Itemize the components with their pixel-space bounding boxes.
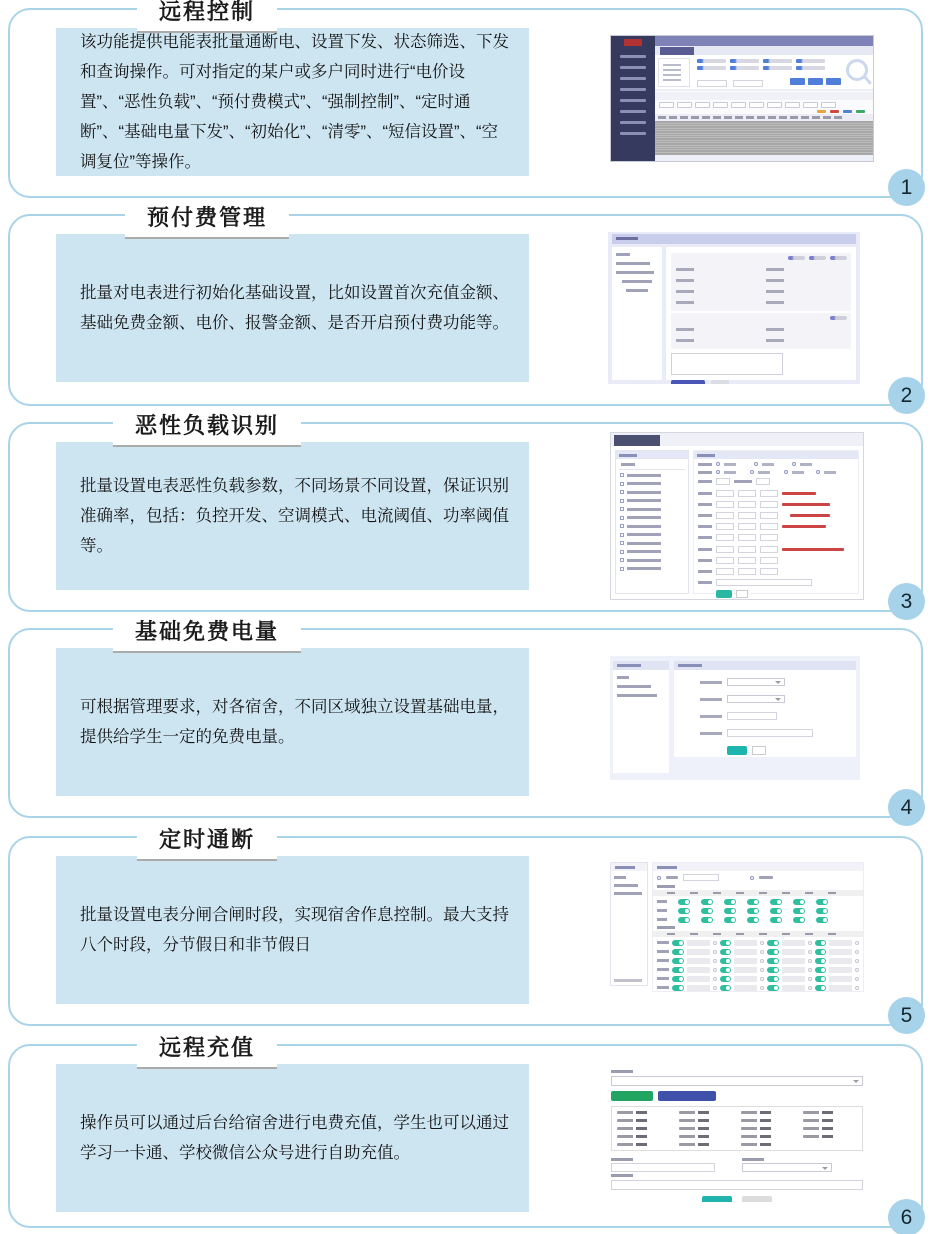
screenshot-prepaid-form (608, 232, 860, 384)
description-box (56, 856, 529, 1004)
mini-info-panel (611, 1106, 863, 1151)
card-title-text: 基础免费电量 (113, 613, 301, 653)
mini-scrollbar (614, 979, 642, 982)
mini-group-2 (671, 313, 851, 349)
feature-card-recharge (8, 1035, 923, 1229)
mini-section-strip (655, 92, 873, 100)
mini-table-body (655, 121, 873, 155)
mini-group-1 (671, 253, 851, 311)
card-title-text: 恶性负载识别 (113, 407, 301, 447)
mini-toggle-panel (652, 862, 864, 992)
mini-textarea (671, 353, 783, 375)
mini-form-panel (693, 450, 859, 594)
screenshot-load-params-form (610, 432, 864, 600)
mini-submit-button (671, 380, 705, 384)
screenshot-base-energy-form (610, 656, 860, 780)
mini-confirm-button (727, 746, 747, 755)
feature-card-timer (8, 827, 923, 1027)
mini-toggle (678, 917, 690, 923)
mini-table-header (655, 114, 873, 121)
card-title-text: 远程充值 (137, 1029, 277, 1069)
mini-tabbar (655, 46, 873, 55)
description-box (56, 1064, 529, 1212)
feature-card-remote-control (8, 0, 923, 199)
mini-action-buttons (790, 78, 841, 85)
mini-menu (620, 55, 646, 135)
mini-active-tab (614, 435, 660, 446)
mini-cancel-button (711, 380, 729, 384)
description-text: 该功能提供电能表批量通断电、设置下发、状态筛选、下发和查询操作。可对指定的某户或多户同时进行“电价设置”、“恶性负载”、“预付费模式”、“强制控制”、“定时通断”、“基础电量下发”、“初始化”、“清零”、“短信设置”、“空调复位”等操作。 (80, 33, 509, 171)
mini-recharge-button (702, 1196, 732, 1202)
description-text: 批量对电表进行初始化基础设置，比如设置首次充值金额、基础免费金额、电价、报警金额、是否开启预付费功能等。 (80, 284, 509, 332)
description-text: 可根据管理要求，对各宿舍，不同区域独立设置基础电量，提供给学生一定的免费电量。 (80, 698, 509, 746)
mini-checkbox-options (697, 59, 829, 70)
mini-amount-input (611, 1163, 715, 1172)
card-title (102, 821, 312, 861)
card-title (102, 613, 312, 653)
mini-toggle (678, 908, 690, 914)
mini-refresh-button (611, 1091, 653, 1101)
mini-tree (658, 58, 690, 87)
mini-room-select (611, 1076, 863, 1086)
mini-tree (612, 247, 662, 380)
mini-radio-row (788, 256, 847, 260)
mini-form (666, 247, 856, 380)
mini-input (727, 712, 777, 720)
mini-tabbar (611, 433, 863, 446)
card-title (102, 407, 312, 447)
mini-tree-panel (610, 862, 648, 986)
description-text: 批量设置电表分闸合闸时段，实现宿舍作息控制。最大支持八个时段，分节假日和非节假日 (80, 906, 509, 954)
mini-query-button (658, 1091, 716, 1101)
number-badge: 3 (888, 583, 925, 620)
mini-paytype-select (742, 1163, 832, 1172)
card-title-text: 预付费管理 (125, 199, 289, 239)
card-title-text: 远程控制 (137, 0, 277, 33)
card-title (102, 1029, 312, 1069)
number-badge: 2 (888, 377, 925, 414)
number-badge: 5 (888, 997, 925, 1034)
mini-toggle (678, 899, 690, 905)
description-box (56, 648, 529, 796)
card-title-text: 定时通断 (137, 821, 277, 861)
mini-header (612, 234, 856, 244)
mini-tree-panel (615, 450, 689, 594)
mini-topbar (655, 36, 873, 46)
mini-main (655, 36, 873, 161)
mini-cancel-button (736, 590, 748, 598)
mini-footer (655, 155, 873, 161)
description-text: 批量设置电表恶性负载参数，不同场景不同设置，保证识别准确率，包括：负控开发、空调模式、电流阈值、功率阈值等。 (80, 477, 509, 555)
mini-input (727, 729, 813, 737)
mini-inputs (697, 80, 763, 87)
mini-toggle-grid-a (653, 896, 863, 925)
feature-card-load-detect (8, 413, 923, 613)
screenshot-recharge-form (608, 1066, 866, 1202)
description-box (56, 234, 529, 382)
feature-card-prepaid (8, 205, 923, 407)
number-badge: 1 (888, 169, 925, 206)
mini-cancel-button (742, 1196, 772, 1202)
feature-card-free-energy (8, 619, 923, 819)
mini-radio-row (830, 316, 847, 320)
screenshot-remote-control-console (610, 35, 874, 162)
mini-tree-panel (613, 661, 669, 773)
mini-sidebar (611, 36, 655, 161)
card-title (102, 0, 312, 33)
mini-button-row (655, 100, 873, 109)
number-badge: 4 (888, 789, 925, 826)
mini-form-panel (674, 661, 856, 757)
mini-select (727, 695, 785, 703)
number-badge: 6 (888, 1199, 925, 1234)
mini-date-input (683, 874, 719, 881)
mini-select (727, 678, 785, 686)
mini-confirm-button (716, 590, 732, 598)
description-box (56, 442, 529, 590)
mini-cancel-button (752, 746, 766, 755)
mini-toggle-grid-b (653, 937, 863, 992)
mini-remark-textarea (611, 1180, 863, 1190)
screenshot-schedule-toggles (610, 862, 864, 992)
mini-logo (624, 39, 642, 46)
card-title (102, 199, 312, 239)
description-text: 操作员可以通过后台给宿舍进行电费充值，学生也可以通过学习一卡通、学校微信公众号进行自助充值。 (80, 1114, 509, 1162)
magnifier-icon (846, 59, 868, 81)
mini-filter-panel (655, 55, 873, 91)
description-box (56, 28, 529, 176)
mini-active-tab (660, 47, 694, 55)
